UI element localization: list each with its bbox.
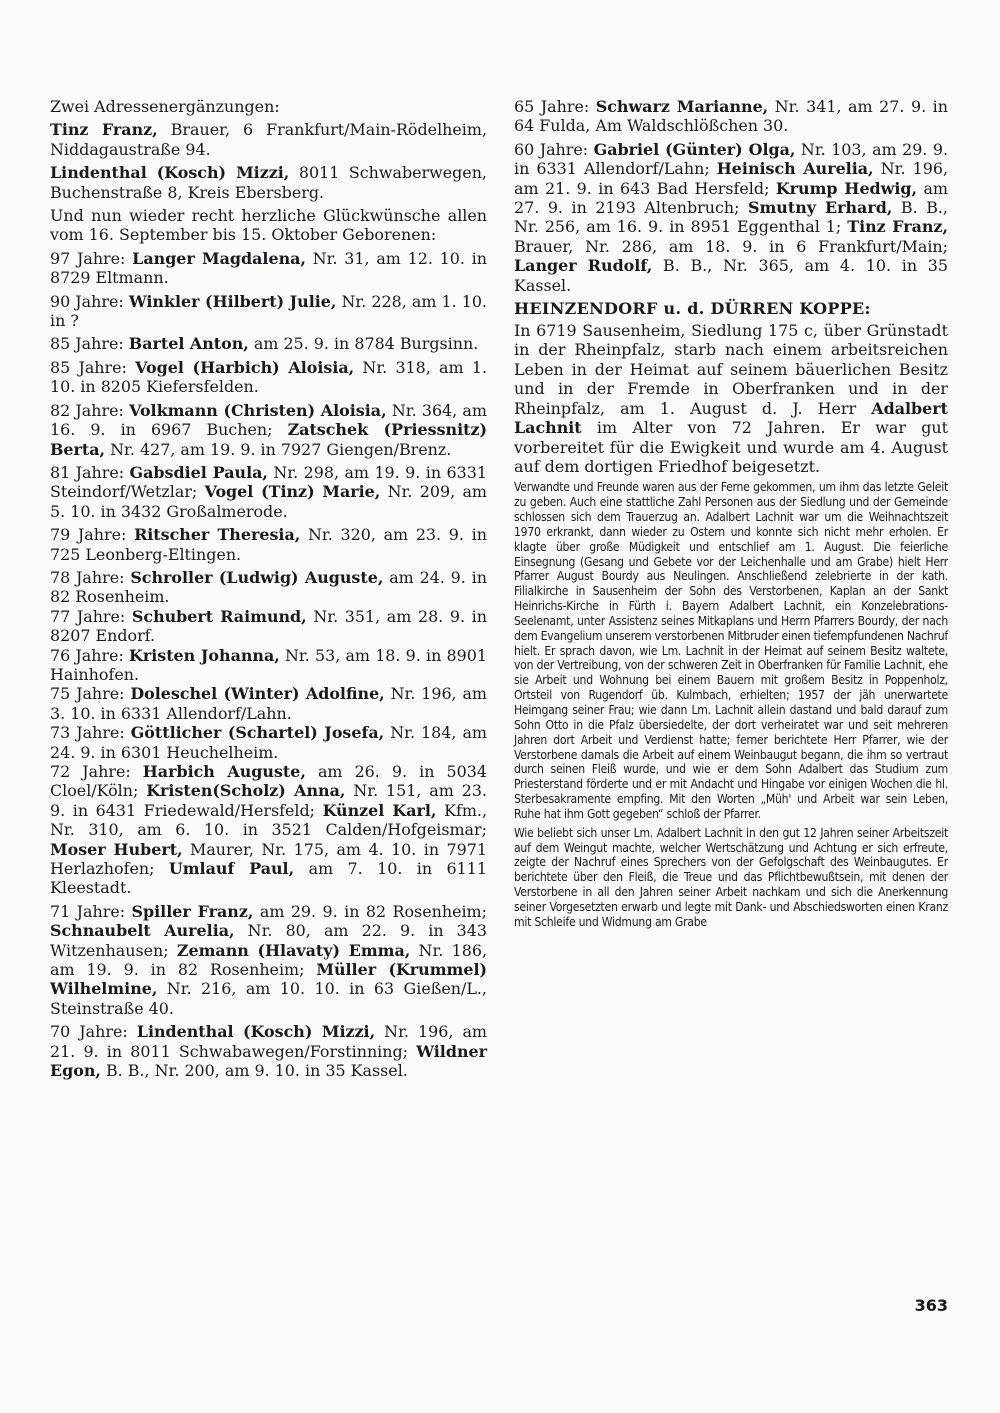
entry-name: Gabriel (Günter) Olga, (593, 139, 796, 159)
entry-name: Tinz Franz, (50, 120, 158, 140)
entry-text: Nr. 351, am 28. 9. in 8207 Endorf. (50, 606, 487, 646)
entry-age: 65 Jahre: (514, 97, 596, 116)
left_column-entry (50, 206, 487, 245)
entry-text: Nr. 53, am 18. 9. in 8901 Hainhofen. (50, 645, 487, 684)
left_column-entry (50, 762, 487, 898)
entry-text: Nr. 298, am 19. 9. in 6331 Steindorf/Wetzlar; (50, 462, 487, 502)
entry-name: Vogel (Tinz) Marie, (204, 482, 381, 502)
entry-text: Nr. 196, am 3. 10. in 6331 Allendorf/Lahn. (50, 684, 487, 723)
left_column-entry (50, 358, 487, 397)
entry-text: am 25. 9. in 8784 Burgsinn. (248, 334, 479, 354)
left_column-entry (50, 97, 487, 116)
entry-name: Langer Magdalena, (132, 248, 306, 268)
entry-name: Tinz Franz, (847, 217, 948, 237)
section-heading: HEINZENDORF u. d. DÜRREN KOPPE: (514, 299, 871, 319)
left_column-entry (50, 292, 487, 331)
obituary-body-paragraph-1: Verwandte und Freunde waren aus der Ferne gekommen, um ihm das letzte Geleit zu geben. Auch eine stattliche Zahl Personen aus der Siedlung und der Gemeinde schlossen sich dem Trauerzug an. Adalbert Lachnit war um die Weihnachtszeit 1970 erkrankt, dann wieder zu Ostern und konnte sich nicht mehr erholen. Er klagte über große Müdigkeit und entschlief am 1. August. Die feierliche Einsegnung (Gesang und Gebete vor der Leichenhalle und am Grabe) hielt Herr Pfarrer August Bourdy aus Neulingen. Anschließend zelebrierte in der kath. Filialkirche in Sausenheim der Sohn des Verstorbenen, Kaplan an der Sankt Heinrichs-Kirche in Fürth i. Bayern Adalbert Lachnit, ein Konzelebrations-Seelenamt, unter Assistenz seines Mitkaplans und Herrn Pfarrers Bourdy, der nach dem Evangelium unserem verstorbenen Mitbruder einen tiefempfundenen Nachruf hielt. Er sprach davon, wie Lm. Lachnit in der Heimat auf seinem Besitz waltete, von der Vertreibung, von der schweren Zeit in Oberfranken für Familie Lachnit, ehe sie Arbeit und Wohnung bei einem Bauern mit großem Besitz in Poppenholz, Ortsteil von Rugendorf üb. Kulmbach, erhielten; 1957 der jäh unerwartete Heimgang seiner Frau; wie dann Lm. Lachnit allein dastand und bald darauf zum Sohn Otto in die Pfalz übersiedelte, der dort verheiratet war und seit mehreren Jahren dort Arbeit und Verdienst hatte; ferner berichtete Herr Pfarrer, wie der Verstorbene damals die Arbeit auf einem Weinbaugut begann, die ihm so vertraut durch seinen Fleiß wurde, und wie er dem Sohn Adalbert das Studium zum Priesterstand förderte und er mit Andacht und Hingabe vor einigen Wochen die hl. Sterbesakramente empfing. Mit den Worten „Müh' und Arbeit war sein Leben, Ruhe hat ihm Gott gegeben“ schloß der Pfarrer. (514, 480, 948, 821)
left_column-entry (50, 684, 487, 723)
entry-text: B. B., Nr. 365, am 4. 10. in 35 Kassel. (514, 256, 948, 295)
entry-name: Harbich Auguste, (142, 762, 306, 781)
entry-text: am 27. 9. in 2193 Altenbruch; (514, 178, 949, 218)
entry-name: Lindenthal (Kosch) Mizzi, (136, 1022, 376, 1042)
entry-name: Schwarz Marianne, (595, 97, 769, 116)
obituary-lead-text: In 6719 Sausenheim, Siedlung 175 c, über Grünstadt in der Rheinpfalz, starb nach einem arbeitsreichen Leben in der Heimat auf seinem bäuerlichen Besitz und in der Fremde in Oberfranken und in der Rheinpfalz, am 1. August d. J. Herr (514, 321, 948, 418)
entry-name: Krump Hedwig, (775, 178, 918, 198)
entry-text: Und nun wieder recht herzliche Glückwünsche allen vom 16. September bis 15. Oktober Geborenen: (50, 206, 487, 245)
entry-text: Nr. 320, am 23. 9. in 725 Leonberg-Eltingen. (50, 525, 487, 564)
entry-text: Nr. 427, am 19. 9. in 7927 Giengen/Brenz. (105, 439, 452, 459)
obituary-lead-text-2: im Alter von 72 Jahren. Er war gut vorbereitet für die Ewigkeit und wurde am 4. August auf dem dortigen Friedhof beigesetzt. (514, 418, 948, 476)
entry-age: 75 Jahre: (50, 684, 131, 704)
entry-name: Smutny Erhard, (748, 198, 893, 218)
left_column-entry (50, 163, 487, 202)
entry-text: Brauer, 6 Frankfurt/Main-Rödelheim, Niddagaustraße 94. (50, 120, 487, 159)
left_column-entry (50, 723, 487, 762)
entry-text: Nr. 216, am 10. 10. in 63 Gießen/L., Steinstraße 40. (50, 979, 487, 1018)
entry-name: Schubert Raimund, (131, 606, 307, 626)
entry-name: Langer Rudolf, (514, 256, 653, 276)
entry-text: am 26. 9. in 5034 Cloel/Köln; (50, 762, 487, 801)
left_column-entry (50, 401, 487, 459)
entry-age: 81 Jahre: (50, 462, 130, 482)
obituary-person-name: Adalbert Lachnit (514, 398, 948, 438)
entry-text: am 29. 9. in 82 Rosenheim; (253, 901, 487, 921)
entry-age: 73 Jahre: (50, 723, 131, 743)
entry-text: am 24. 9. in 82 Rosenheim. (50, 567, 487, 607)
left_column-entry (50, 120, 487, 159)
obituary-lead (514, 321, 948, 476)
entry-name: Spiller Franz, (131, 901, 254, 921)
entry-text: Nr. 196, am 21. 9. in 643 Bad Hersfeld; (514, 159, 949, 198)
left_column-entry (50, 334, 487, 353)
left_column-entry (50, 525, 487, 564)
entry-age: 60 Jahre: (514, 139, 594, 159)
entry-text: Nr. 318, am 1. 10. in 8205 Kiefersfelden. (50, 357, 487, 397)
right-column (514, 97, 948, 934)
entry-name: Zatschek (Priessnitz) Berta, (50, 420, 487, 459)
entry-age: 85 Jahre: (50, 334, 129, 354)
left_column-entry (50, 463, 487, 521)
entry-text: Brauer, Nr. 286, am 18. 9. in 6 Frankfurt/Main; (514, 236, 948, 256)
entry-text: Nr. 151, am 23. 9. in 6431 Friedewald/Hersfeld; (50, 781, 487, 820)
entry-age: 97 Jahre: (50, 248, 133, 268)
entry-name: Doleschel (Winter) Adolfine, (130, 684, 385, 704)
entry-name: Künzel Karl, (322, 800, 437, 820)
entry-text: Nr. 31, am 12. 10. in 8729 Eltmann. (50, 248, 487, 288)
entry-age: 77 Jahre: (50, 606, 132, 626)
entry-age: 82 Jahre: (50, 400, 130, 420)
left_column-entry (50, 249, 487, 288)
entry-age: 90 Jahre: (50, 291, 129, 311)
left_column-entry (50, 646, 487, 685)
entry-text: Nr. 209, am 5. 10. in 3432 Großalmerode. (50, 482, 487, 521)
entry-name: Umlauf Paul, (168, 859, 295, 879)
entry-text: Nr. 341, am 27. 9. in 64 Fulda, Am Waldschlößchen 30. (514, 97, 948, 136)
birthday-list-continued (514, 97, 948, 295)
entry-text: Nr. 196, am 21. 9. in 8011 Schwabawegen/Forstinning; (50, 1022, 487, 1061)
entry-name: Schroller (Ludwig) Auguste, (130, 567, 384, 587)
left_column-entry (50, 607, 487, 646)
entry-text: Nr. 80, am 22. 9. in 343 Witzenhausen; (50, 921, 487, 960)
entry-name: Zemann (Hlavaty) Emma, (176, 940, 411, 960)
entry-name: Winkler (Hilbert) Julie, (128, 291, 337, 311)
entry-name: Moser Hubert, (50, 839, 183, 859)
entry-name: Kristen(Scholz) Anna, (146, 781, 346, 801)
entry-text: Kfm., Nr. 310, am 6. 10. in 3521 Calden/Hofgeismar; (50, 800, 487, 840)
entry-age: 76 Jahre: (50, 645, 130, 665)
entry-name: Ritscher Theresia, (134, 525, 301, 545)
entry-name: Vogel (Harbich) Aloisia, (135, 357, 355, 377)
entry-age: 70 Jahre: (50, 1022, 137, 1042)
entry-text: Nr. 103, am 29. 9. in 6331 Allendorf/Lahn; (514, 139, 948, 179)
entry-text: Nr. 186, am 19. 9. in 82 Rosenheim; (50, 940, 487, 980)
left-column (50, 97, 487, 1085)
entry-name: Gabsdiel Paula, (129, 462, 268, 482)
entry-text: am 7. 10. in 6111 Kleestadt. (50, 859, 487, 898)
entry-name: Schnaubelt Aurelia, (50, 921, 235, 941)
entry-text: Nr. 184, am 24. 9. in 6301 Heuchelheim. (50, 723, 487, 762)
entry-name: Göttlicher (Schartel) Josefa, (130, 723, 385, 743)
entry-age: 79 Jahre: (50, 525, 135, 545)
right_column-entry (514, 97, 948, 136)
entry-text: Maurer, Nr. 175, am 4. 10. in 7971 Herlazhofen; (50, 839, 487, 879)
entry-name: Volkmann (Christen) Aloisia, (129, 400, 387, 420)
entry-text: Nr. 228, am 1. 10. in ? (50, 291, 487, 331)
entry-text: B. B., Nr. 256, am 16. 9. in 8951 Eggenthal 1; (514, 198, 948, 237)
entry-text: Zwei Adressenergänzungen: (50, 97, 280, 116)
entry-name: Lindenthal (Kosch) Mizzi, (50, 163, 290, 183)
entry-age: 71 Jahre: (50, 901, 132, 921)
entry-text: B. B., Nr. 200, am 9. 10. in 35 Kassel. (100, 1061, 408, 1081)
left_column-entry (50, 1022, 487, 1080)
left_column-entry (50, 902, 487, 1018)
entry-name: Müller (Krummel) Wilhelmine, (50, 960, 488, 999)
entry-name: Heinisch Aurelia, (716, 159, 874, 179)
left_column-entry (50, 568, 487, 607)
entry-name: Wildner Egon, (50, 1041, 487, 1081)
entry-age: 78 Jahre: (50, 567, 131, 587)
obituary-body-paragraph-2: Wie beliebt sich unser Lm. Adalbert Lachnit in den gut 12 Jahren seiner Arbeitszeit auf dem Weingut machte, welcher Wertschätzung und Achtung er sich erfreute, zeigte der Nachruf eines Sprechers von der Gefolgschaft des Weinbaugutes. Er berichtete über den Fleiß, die Treue und das Pflichtbewußtsein, mit denen der Verstorbene in all den Jahren seiner Arbeit nachkam und sich die Anerkennung seiner Vorgesetzten erwarb und legte mit Dank- und Abschiedsworten einen Kranz mit Schleife und Widmung am Grabe (514, 825, 948, 929)
entry-text: 8011 Schwaberwegen, Buchenstraße 8, Kreis Ebersberg. (50, 163, 487, 202)
entry-name: Kristen Johanna, (129, 645, 280, 665)
entry-text: Nr. 364, am 16. 9. in 6967 Buchen; (50, 400, 487, 440)
entry-age: 72 Jahre: (50, 762, 143, 781)
right_column-entry (514, 140, 948, 295)
page-number: 363 (914, 1296, 948, 1315)
entry-name: Bartel Anton, (128, 334, 249, 354)
entry-age: 85 Jahre: (50, 357, 136, 377)
